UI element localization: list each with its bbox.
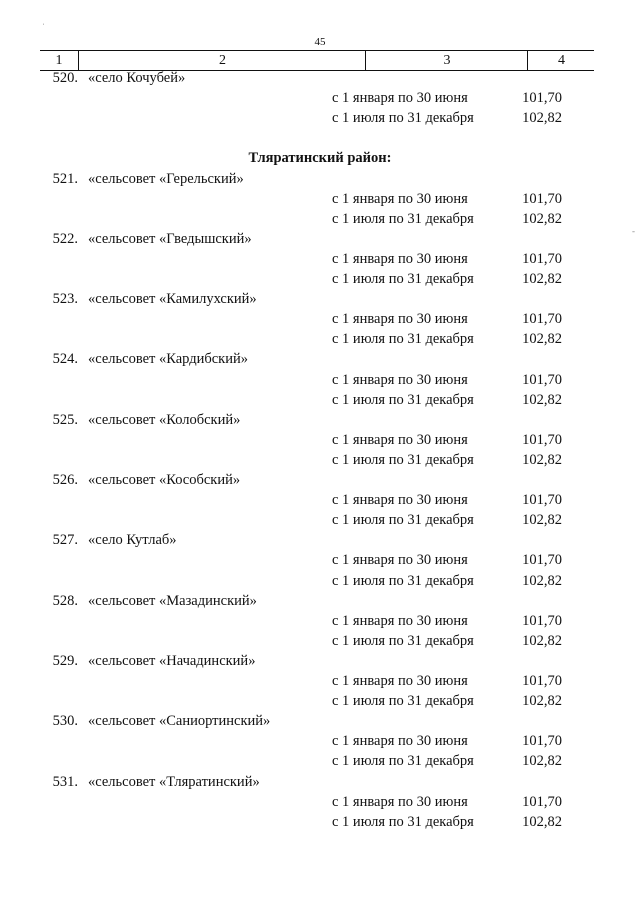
rate-period: с 1 января по 30 июня <box>332 673 468 689</box>
rate-period: с 1 января по 30 июня <box>332 90 468 107</box>
table-row-rate <box>0 633 640 653</box>
table-row-rate <box>0 432 640 452</box>
settlement-name: «село Кочубей» <box>88 70 186 86</box>
rate-period: с 1 июля по 31 декабря <box>332 693 474 710</box>
table-row-entry <box>0 774 640 794</box>
settlement-name: «сельсовет «Гведышский» <box>88 230 252 247</box>
rate-period: с 1 июля по 31 декабря <box>332 271 474 287</box>
entry-number: 524. <box>52 351 78 368</box>
district-heading: Тляратинский район: <box>248 150 392 167</box>
table-row-entry <box>0 291 640 311</box>
rate-value: 102,82 <box>522 753 562 770</box>
table-row-rate <box>0 191 640 211</box>
rate-value: 102,82 <box>522 813 562 830</box>
entry-number: 521. <box>52 170 78 187</box>
settlement-name: «сельсовет «Тляратинский» <box>88 773 260 790</box>
table-row-rate <box>0 693 640 713</box>
table-row-entry <box>0 532 640 552</box>
table-row-rate <box>0 512 640 532</box>
rate-value: 101,70 <box>522 90 562 107</box>
table-row-rate <box>0 90 640 110</box>
table-row-rate <box>0 552 640 572</box>
table-header <box>40 50 594 71</box>
table-row-rate <box>0 794 640 814</box>
rate-value: 102,82 <box>522 391 562 408</box>
rate-value: 102,82 <box>522 210 562 227</box>
rate-value: 101,70 <box>522 492 562 509</box>
table-row-entry <box>0 472 640 492</box>
rate-value: 102,82 <box>522 632 562 649</box>
table-row-entry <box>0 70 640 90</box>
rate-period: с 1 января по 30 июня <box>332 250 468 267</box>
table-row-rate <box>0 251 640 271</box>
settlement-name: «сельсовет «Саниортинский» <box>88 713 271 730</box>
entry-number: 525. <box>52 411 78 428</box>
rate-period: с 1 июля по 31 декабря <box>332 210 474 227</box>
rate-value: 102,82 <box>522 271 562 287</box>
rate-value: 101,70 <box>522 371 562 388</box>
rate-period: с 1 июля по 31 декабря <box>332 572 474 589</box>
table-row-rate <box>0 271 640 291</box>
rate-value: 101,70 <box>522 431 562 448</box>
rate-value: 102,82 <box>522 693 562 710</box>
table-row-rate <box>0 673 640 693</box>
rate-value: 101,70 <box>522 250 562 267</box>
page-number: 45 <box>314 36 326 48</box>
table-row-rate <box>0 372 640 392</box>
table-row-rate <box>0 392 640 412</box>
rate-value: 102,82 <box>522 331 562 348</box>
rate-value: 101,70 <box>522 612 562 629</box>
settlement-name: «сельсовет «Мазадинский» <box>88 592 257 609</box>
rate-period: с 1 января по 30 июня <box>332 431 468 448</box>
rate-period: с 1 января по 30 июня <box>332 492 468 509</box>
rate-period: с 1 января по 30 июня <box>332 311 468 328</box>
table-row-rate <box>0 110 640 130</box>
rate-value: 102,82 <box>522 572 562 589</box>
table-row-rate <box>0 733 640 753</box>
table-row-entry <box>0 713 640 733</box>
rate-value: 101,70 <box>522 311 562 328</box>
settlement-name: «сельсовет «Начадинский» <box>88 652 256 669</box>
rate-period: с 1 января по 30 июня <box>332 552 468 569</box>
table-row-rate <box>0 753 640 773</box>
rate-period: с 1 января по 30 июня <box>332 733 468 750</box>
scan-speck: - <box>632 226 635 236</box>
rate-period: с 1 июля по 31 декабря <box>332 753 474 770</box>
table-row-rate <box>0 492 640 512</box>
rate-value: 102,82 <box>522 110 562 127</box>
settlement-name: «село Кутлаб» <box>88 532 177 549</box>
rate-period: с 1 января по 30 июня <box>332 371 468 388</box>
table-row-entry <box>0 593 640 613</box>
table-row-entry <box>0 171 640 191</box>
table-row-entry <box>0 653 640 673</box>
settlement-name: «сельсовет «Герельский» <box>88 170 244 187</box>
rate-period: с 1 января по 30 июня <box>332 612 468 629</box>
entry-number: 527. <box>52 532 78 549</box>
settlement-name: «сельсовет «Кособский» <box>88 472 241 488</box>
entry-number: 530. <box>52 713 78 730</box>
blank-row <box>0 130 640 150</box>
entry-number: 531. <box>52 773 78 790</box>
entry-number: 523. <box>52 291 78 308</box>
rate-value: 101,70 <box>522 552 562 569</box>
rate-period: с 1 июля по 31 декабря <box>332 331 474 348</box>
rate-value: 101,70 <box>522 733 562 750</box>
rate-period: с 1 июля по 31 декабря <box>332 391 474 408</box>
settlement-name: «сельсовет «Камилухский» <box>88 291 257 308</box>
table-row-rate <box>0 573 640 593</box>
rate-period: с 1 июля по 31 декабря <box>332 451 474 468</box>
rate-period: с 1 июля по 31 декабря <box>332 813 474 830</box>
table-row-rate <box>0 211 640 231</box>
entry-number: 529. <box>52 652 78 669</box>
rate-value: 101,70 <box>522 190 562 207</box>
rate-value: 101,70 <box>522 793 562 810</box>
rate-period: с 1 июля по 31 декабря <box>332 632 474 649</box>
table-row-rate <box>0 311 640 331</box>
rate-period: с 1 июля по 31 декабря <box>332 512 474 529</box>
entry-number: 526. <box>52 472 78 488</box>
column-header-2: 2 <box>78 51 366 70</box>
rate-period: с 1 января по 30 июня <box>332 190 468 207</box>
rate-value: 102,82 <box>522 512 562 529</box>
scan-speck: ˈ <box>42 22 45 32</box>
rate-value: 102,82 <box>522 451 562 468</box>
column-header-4: 4 <box>527 51 595 70</box>
column-header-3: 3 <box>365 51 528 70</box>
rate-period: с 1 июля по 31 декабря <box>332 110 474 127</box>
entry-number: 520. <box>52 70 78 86</box>
table-row-entry <box>0 351 640 371</box>
settlement-name: «сельсовет «Колобский» <box>88 411 241 428</box>
rate-value: 101,70 <box>522 673 562 689</box>
table-row-entry <box>0 231 640 251</box>
column-header-1: 1 <box>55 53 63 68</box>
table-row-entry <box>0 412 640 432</box>
entry-number: 522. <box>52 230 78 247</box>
settlement-name: «сельсовет «Кардибский» <box>88 351 248 368</box>
rate-period: с 1 января по 30 июня <box>332 793 468 810</box>
table-row-rate <box>0 613 640 633</box>
entry-number: 528. <box>52 592 78 609</box>
table-row-rate <box>0 452 640 472</box>
table-row-rate <box>0 814 640 834</box>
table-row-rate <box>0 331 640 351</box>
district-heading-row <box>0 150 640 170</box>
